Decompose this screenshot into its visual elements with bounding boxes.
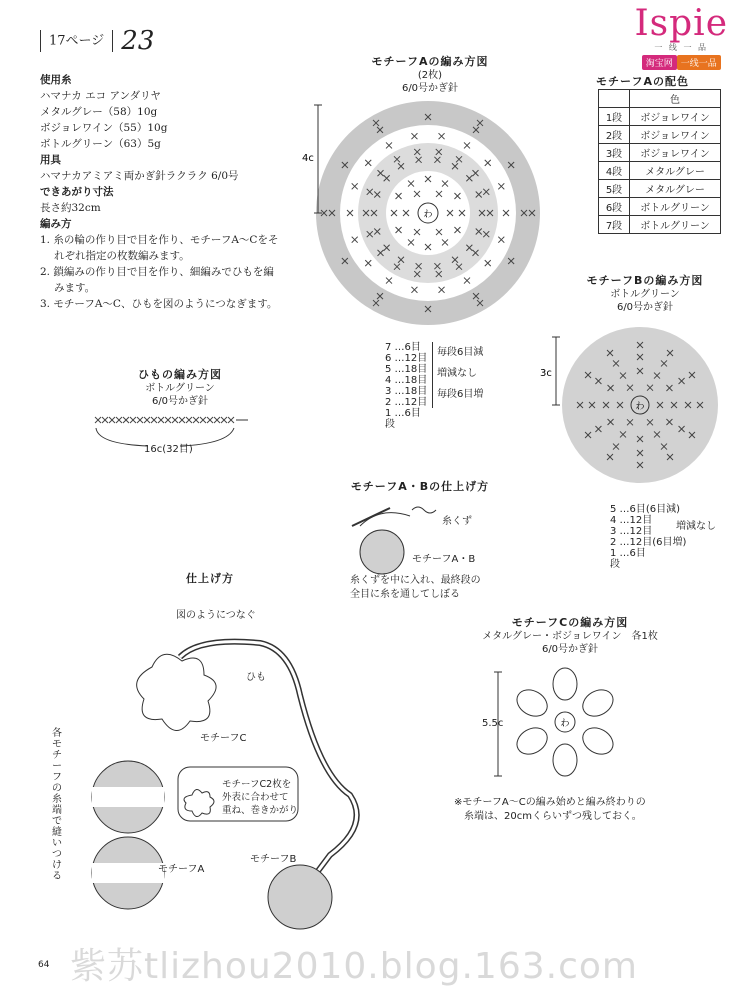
motif-c-petal bbox=[578, 723, 618, 760]
page-ref: 17ページ bbox=[49, 33, 105, 49]
motif-c-petal bbox=[553, 744, 577, 776]
cord-heading bbox=[80, 366, 280, 408]
color-table bbox=[598, 89, 721, 234]
row-color: ボジョレワイン bbox=[630, 144, 721, 162]
motif-a-row-2: 2 …12目 bbox=[385, 397, 428, 408]
motif-a-row-label: 段 bbox=[385, 419, 395, 430]
row-color: メタルグレー bbox=[630, 180, 721, 198]
color-table-title: モチーフAの配色 bbox=[596, 75, 689, 88]
motif-b-center: わ bbox=[635, 402, 645, 412]
table-row bbox=[599, 216, 721, 234]
finish-scrap-label: 糸くず bbox=[442, 516, 472, 527]
size-heading: できあがり寸法 bbox=[40, 186, 114, 198]
scrap-yarn bbox=[412, 507, 436, 513]
motif-c-center: わ bbox=[560, 719, 570, 729]
row-color: ボジョレワイン bbox=[630, 126, 721, 144]
motif-a-note-even: 増減なし bbox=[437, 368, 477, 379]
motif-a-center: わ bbox=[423, 210, 433, 220]
row-label: 3段 bbox=[599, 144, 630, 162]
motif-c-heading bbox=[450, 614, 690, 656]
shop-badges bbox=[634, 55, 728, 70]
yarn-color-1: メタルグレー（58）10g bbox=[40, 106, 158, 118]
motif-c-note-2: 糸端は、20cmくらいずつ残しておく。 bbox=[464, 811, 642, 822]
table-row bbox=[599, 144, 721, 162]
shop-badge-2: 一线一品 bbox=[677, 55, 721, 70]
motif-b-diagram bbox=[540, 320, 730, 495]
motif-c-flower bbox=[137, 654, 216, 730]
cord-hook: 6/0号かぎ針 bbox=[151, 396, 209, 407]
motif-c-petal bbox=[553, 668, 577, 700]
brand-tag: 一 线 一 品 bbox=[654, 43, 709, 52]
callout-line-1: モチーフC2枚を bbox=[222, 779, 292, 790]
pattern-number: 23 bbox=[121, 26, 155, 56]
motif-b-row-3: 3 …12目 bbox=[610, 526, 653, 537]
assembly-ball-b bbox=[268, 865, 332, 929]
needle bbox=[352, 508, 390, 526]
table-row bbox=[599, 126, 721, 144]
finish-desc bbox=[350, 574, 481, 602]
motif-a-title: モチーフAの編み方図 bbox=[371, 55, 489, 68]
assembly-motif-c-label: モチーフC bbox=[200, 733, 247, 744]
assembly-subtitle: 図のようにつなぐ bbox=[176, 610, 256, 621]
color-header: 色 bbox=[630, 90, 721, 108]
yarn-name: ハマナカ エコ アンダリヤ bbox=[40, 90, 161, 102]
motif-b-rows bbox=[610, 504, 686, 570]
motif-a-note-increase: 毎段6目増 bbox=[437, 389, 484, 400]
yarn-color-3: ボトルグリーン（63）5g bbox=[40, 138, 161, 150]
motif-c-title: モチーフCの編み方図 bbox=[511, 616, 629, 629]
brand-name: Ispie bbox=[634, 3, 728, 44]
table-row bbox=[599, 108, 721, 126]
finish-ab-title: モチーフA・Bの仕上げ方 bbox=[350, 480, 490, 493]
motif-b-heading bbox=[560, 272, 730, 314]
motif-a-row-7: 7 …6目 bbox=[385, 342, 421, 353]
row-label: 6段 bbox=[599, 198, 630, 216]
row-color: メタルグレー bbox=[630, 162, 721, 180]
finish-motif-label: モチーフA・B bbox=[412, 554, 476, 565]
color-table-block bbox=[588, 73, 721, 234]
shop-badge-1: 淘宝网 bbox=[642, 55, 677, 70]
tools-text: ハマナカアミアミ両かぎ針ラクラク 6/0号 bbox=[40, 170, 239, 182]
motif-c-size: 5.5c bbox=[482, 718, 504, 729]
assembly-cord-label: ひも bbox=[246, 672, 266, 683]
motif-c-petal bbox=[512, 723, 552, 760]
method-step-3: 3. モチーフA〜C、ひもを図のようにつなぎます。 bbox=[40, 298, 278, 310]
watermark: 紫苏tlizhou2010.blog.163.com bbox=[70, 946, 638, 987]
size-text: 長さ約32cm bbox=[40, 202, 101, 214]
motif-a-hook: 6/0号かぎ針 bbox=[401, 83, 459, 94]
finish-ball bbox=[360, 530, 404, 574]
method-heading: 編み方 bbox=[40, 218, 72, 230]
motif-a-size: 4c bbox=[302, 153, 314, 164]
motif-b-row-1: 1 …6目 bbox=[610, 548, 646, 559]
method-step-2: 2. 鎖編みの作り目で目を作り、細編みでひもを編みます。 bbox=[40, 266, 274, 294]
assembly-title: 仕上げ方 bbox=[186, 572, 234, 585]
cord-color: ボトルグリーン bbox=[145, 383, 215, 394]
motif-b-row-5: 5 …6目(6目減) bbox=[610, 504, 681, 515]
motif-b-color: ボトルグリーン bbox=[610, 289, 680, 300]
table-row bbox=[599, 162, 721, 180]
method-step-1: 1. 糸の輪の作り目で目を作り、モチーフA〜Cをそれぞれ指定の枚数編みます。 bbox=[40, 234, 279, 262]
table-row bbox=[599, 180, 721, 198]
motif-b-size: 3c bbox=[540, 368, 552, 379]
row-color: ボジョレワイン bbox=[630, 108, 721, 126]
page-header bbox=[32, 26, 154, 56]
row-label: 4段 bbox=[599, 162, 630, 180]
row-color: ボトルグリーン bbox=[630, 216, 721, 234]
motif-b-row-2: 2 …12目(6目増) bbox=[610, 537, 687, 548]
row-label: 5段 bbox=[599, 180, 630, 198]
table-row bbox=[599, 198, 721, 216]
motif-a-row-5: 5 …18目 bbox=[385, 364, 428, 375]
motif-a-diagram bbox=[300, 95, 550, 335]
motif-c-petal bbox=[512, 685, 552, 722]
motif-a-row-4: 4 …18目 bbox=[385, 375, 428, 386]
motif-b-title: モチーフBの編み方図 bbox=[586, 274, 704, 287]
cord-title: ひもの編み方図 bbox=[138, 368, 222, 381]
motif-a-count: (2枚) bbox=[417, 70, 443, 81]
motif-a-note-decrease: 毎段6目減 bbox=[437, 347, 484, 358]
row-label: 7段 bbox=[599, 216, 630, 234]
motif-a-rows bbox=[385, 342, 427, 430]
assembly-motif-a-label: モチーフA bbox=[158, 864, 205, 875]
brand-logo bbox=[634, 3, 728, 70]
yarn-color-2: ボジョレワイン（55）10g bbox=[40, 122, 168, 134]
motif-a-row-6: 6 …12目 bbox=[385, 353, 428, 364]
motif-b-hook: 6/0号かぎ針 bbox=[616, 302, 674, 313]
motif-c-note bbox=[454, 796, 646, 824]
finish-desc-1: 糸くずを中に入れ、最終段の bbox=[350, 575, 481, 586]
motif-a-row-1: 1 …6目 bbox=[385, 408, 421, 419]
motif-a-heading bbox=[330, 53, 530, 95]
row-color: ボトルグリーン bbox=[630, 198, 721, 216]
yarn-heading: 使用糸 bbox=[40, 74, 72, 86]
row-label: 2段 bbox=[599, 126, 630, 144]
motif-a-row-notes bbox=[432, 342, 483, 408]
motif-a-row-3: 3 …18目 bbox=[385, 386, 428, 397]
motif-c-colors: メタルグレー・ボジョレワイン 各1枚 bbox=[482, 631, 658, 642]
cord-length: 16c(32目) bbox=[144, 444, 193, 455]
callout-line-3: 重ね、巻きかがり bbox=[222, 805, 299, 816]
assembly-callout bbox=[222, 778, 298, 817]
motif-c-petal bbox=[578, 685, 618, 722]
materials-section bbox=[40, 72, 280, 312]
assembly-motif-b-label: モチーフB bbox=[250, 854, 297, 865]
motif-c-note-1: ※モチーフA〜Cの編み始めと編み終わりの bbox=[454, 797, 646, 808]
motif-b-row-4: 4 …12目 bbox=[610, 515, 653, 526]
page-number: 64 bbox=[38, 960, 50, 970]
finish-desc-2: 全目に糸を通してしぼる bbox=[350, 589, 460, 600]
motif-c-hook: 6/0号かぎ針 bbox=[541, 644, 599, 655]
row-label: 1段 bbox=[599, 108, 630, 126]
callout-line-2: 外表に合わせて bbox=[222, 792, 289, 803]
assembly-side-note: 各モチーフの糸端で縫いつける bbox=[52, 728, 62, 882]
tools-heading: 用具 bbox=[40, 154, 61, 166]
motif-c-diagram bbox=[480, 660, 650, 790]
motif-b-row-label: 段 bbox=[610, 559, 620, 570]
motif-b-note: 増減なし bbox=[676, 521, 716, 532]
